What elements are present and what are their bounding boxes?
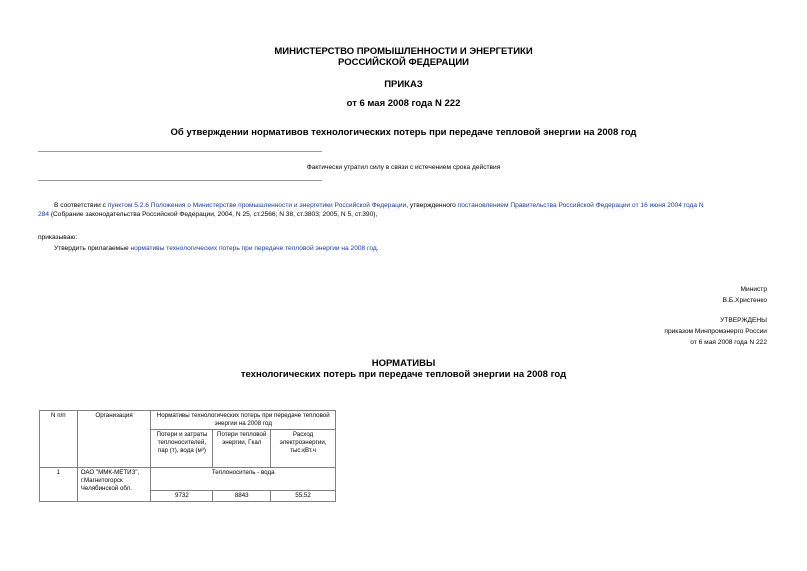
header-organization: Организация (77, 411, 151, 468)
divider-bottom (38, 180, 322, 181)
ministry-line-2: РОССИЙСКОЙ ФЕДЕРАЦИИ (337, 57, 469, 68)
link-government-resolution-a[interactable]: постановлением Правительства Российской Федерации от 16 июня 2004 года N (457, 202, 704, 209)
link-government-resolution-b[interactable]: 284 (38, 211, 50, 218)
body-paragraph-1 (38, 201, 770, 219)
norms-title: НОРМАТИВЫ (371, 358, 436, 369)
subheader-heat-losses: Потери тепловой энергии, Гкал (213, 430, 271, 468)
approval-line-1: УТВЕРЖДЕНЫ (720, 317, 767, 324)
subheader-losses: Потери и затраты теплоносителей, пар (т), вода (м³) (151, 430, 213, 468)
table-row (40, 468, 336, 491)
link-regulation-clause[interactable]: пунктом 5.2.6 Положения о Министерстве промышленности и энергетики Российской Федерации (107, 202, 407, 209)
cell-losses-value: 9732 (151, 491, 213, 502)
p1-text-a: В соответствии с (54, 202, 108, 209)
table-header-row (40, 411, 336, 430)
doc-date: от 6 мая 2008 года N 222 (346, 98, 461, 109)
norms-subtitle: технологических потерь при передаче тепловой энергии на 2008 год (240, 369, 567, 380)
approval-line-2: приказом Минпромэнерго России (664, 328, 767, 335)
cell-power-value: 55,52 (271, 491, 336, 502)
cell-heat-value: 8843 (213, 491, 271, 502)
status-note: Фактически утратил силу в связи с истечением срока действия (306, 164, 501, 171)
header-norms: Нормативы технологических потерь при передаче тепловой энергии на 2008 год (151, 411, 336, 430)
ministry-line-1: МИНИСТЕРСТВО ПРОМЫШЛЕННОСТИ И ЭНЕРГЕТИКИ (274, 46, 533, 57)
approval-line-3: от 6 мая 2008 года N 222 (690, 339, 767, 346)
doc-title: Об утверждении нормативов технологических потерь при передаче тепловой энергии на 2008 год (170, 127, 637, 138)
cell-num: 1 (40, 468, 78, 502)
norms-table (39, 410, 336, 502)
doc-type: ПРИКАЗ (384, 79, 423, 90)
p2-text-b: . (376, 245, 379, 252)
header-num: N п/п (40, 411, 78, 468)
body-paragraph-2 (54, 244, 379, 253)
link-norms-appendix[interactable]: нормативы технологических потерь при передаче тепловой энергии на 2008 год (130, 245, 377, 252)
signature-position: Министр (740, 286, 767, 293)
p2-text-a: Утвердить прилагаемые (54, 245, 131, 252)
p1-text-c: (Собрание законодательства Российской Федерации, 2004, N 25, ст.2566; N 38, ст.3803; 2005, N 5, ст.390), (49, 211, 378, 218)
cell-carrier: Теплоноситель - вода (151, 468, 336, 491)
p1-text-b: , утвержденного (406, 202, 458, 209)
signature-name: В.Б.Христенко (722, 297, 767, 304)
divider-top (38, 151, 322, 152)
order-word: приказываю: (38, 234, 78, 241)
cell-organization: ОАО "ММК-МЕТИЗ", г.Магнитогорск Челябинской обл. (77, 468, 151, 502)
subheader-power: Расход электроэнергии, тыс.кВт.ч (271, 430, 336, 468)
